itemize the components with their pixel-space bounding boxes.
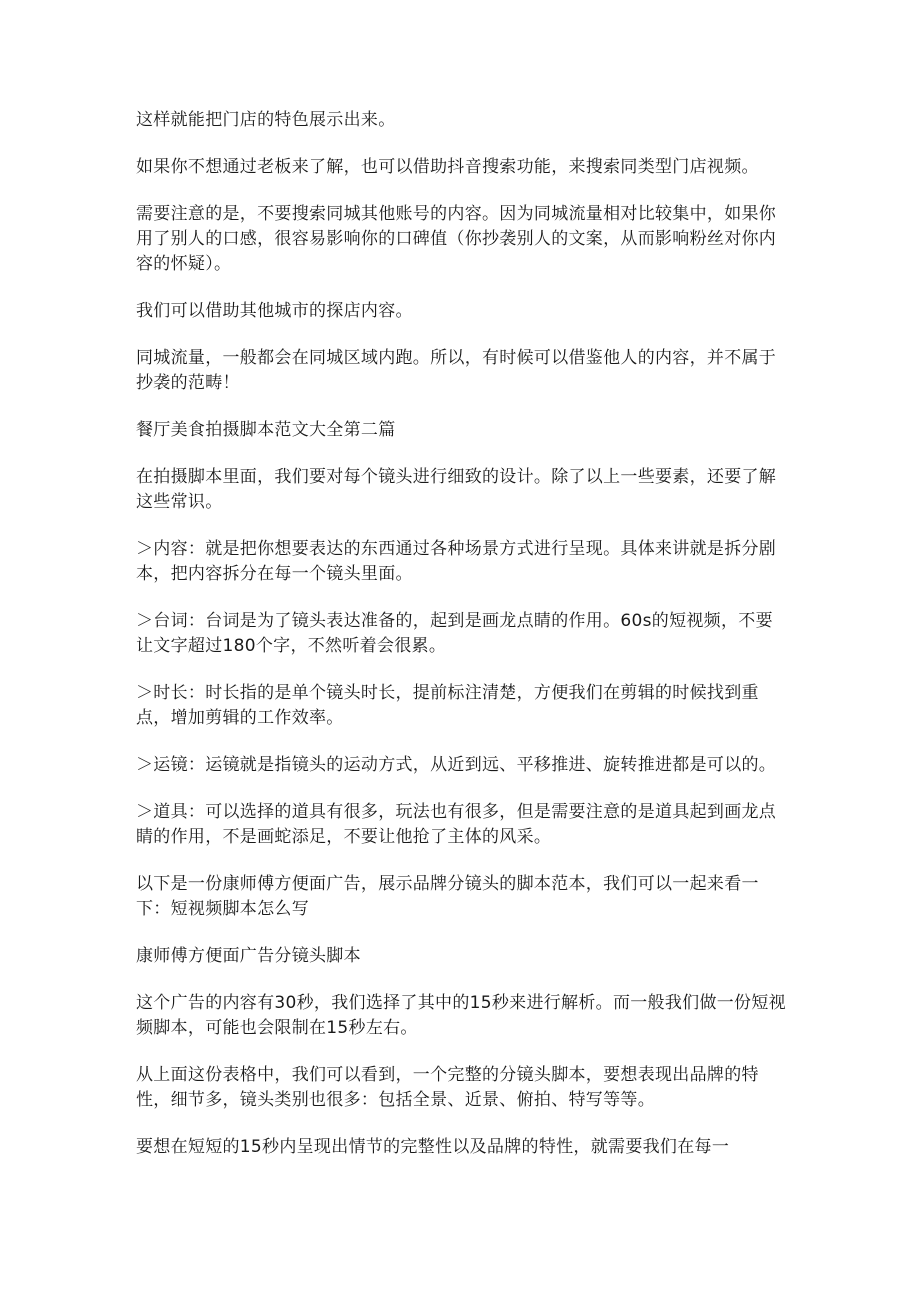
document-body: [136, 108, 786, 1182]
paragraph: 我们可以借助其他城市的探店内容。: [136, 301, 413, 321]
list-item: ＞运镜：运镜就是指镜头的运动方式，从近到远、平移推进、旋转推进都是可以的。: [136, 755, 777, 775]
paragraph: 以下是一份康师傅方便面广告，展示品牌分镜头的脚本范本，我们可以一起来看一下：短视频脚本怎么写: [136, 874, 759, 919]
list-item: ＞时长：时长指的是单个镜头时长，提前标注清楚，方便我们在剪辑的时候找到重点，增加剪辑的工作效率。: [136, 683, 759, 728]
paragraph: 这样就能把门店的特色展示出来。: [136, 110, 396, 130]
paragraph: 在拍摄脚本里面，我们要对每个镜头进行细致的设计。除了以上一些要素，还要了解这些常识。: [136, 467, 777, 512]
section-heading: 康师傅方便面广告分镜头脚本: [136, 946, 361, 966]
paragraph: 如果你不想通过老板来了解，也可以借助抖音搜索功能，来搜索同类型门店视频。: [136, 157, 759, 177]
paragraph: 需要注意的是，不要搜索同城其他账号的内容。因为同城流量相对比较集中，如果你用了别人的口感，很容易影响你的口碑值（你抄袭别人的文案，从而影响粉丝对你内容的怀疑）。: [136, 204, 777, 274]
paragraph: 同城流量，一般都会在同城区域内跑。所以，有时候可以借鉴他人的内容，并不属于抄袭的范畴！: [136, 348, 777, 393]
paragraph: 从上面这份表格中，我们可以看到，一个完整的分镜头脚本，要想表现出品牌的特性，细节多，镜头类别也很多：包括全景、近景、俯拍、特写等等。: [136, 1065, 759, 1110]
list-item: ＞台词：台词是为了镜头表达准备的，起到是画龙点睛的作用。60s的短视频，不要让文字超过180个字，不然听着会很累。: [136, 611, 773, 656]
section-heading: 餐厅美食拍摄脚本范文大全第二篇: [136, 420, 396, 440]
list-item: ＞道具：可以选择的道具有很多，玩法也有很多，但是需要注意的是道具起到画龙点睛的作用，不是画蛇添足，不要让他抢了主体的风采。: [136, 802, 777, 847]
list-item: ＞内容：就是把你想要表达的东西通过各种场景方式进行呈现。具体来讲就是拆分剧本，把内容拆分在每一个镜头里面。: [136, 539, 777, 584]
paragraph: 这个广告的内容有30秒，我们选择了其中的15秒来进行解析。而一般我们做一份短视频脚本，可能也会限制在15秒左右。: [136, 993, 786, 1038]
paragraph: 要想在短短的15秒内呈现出情节的完整性以及品牌的特性，就需要我们在每一: [136, 1137, 730, 1157]
